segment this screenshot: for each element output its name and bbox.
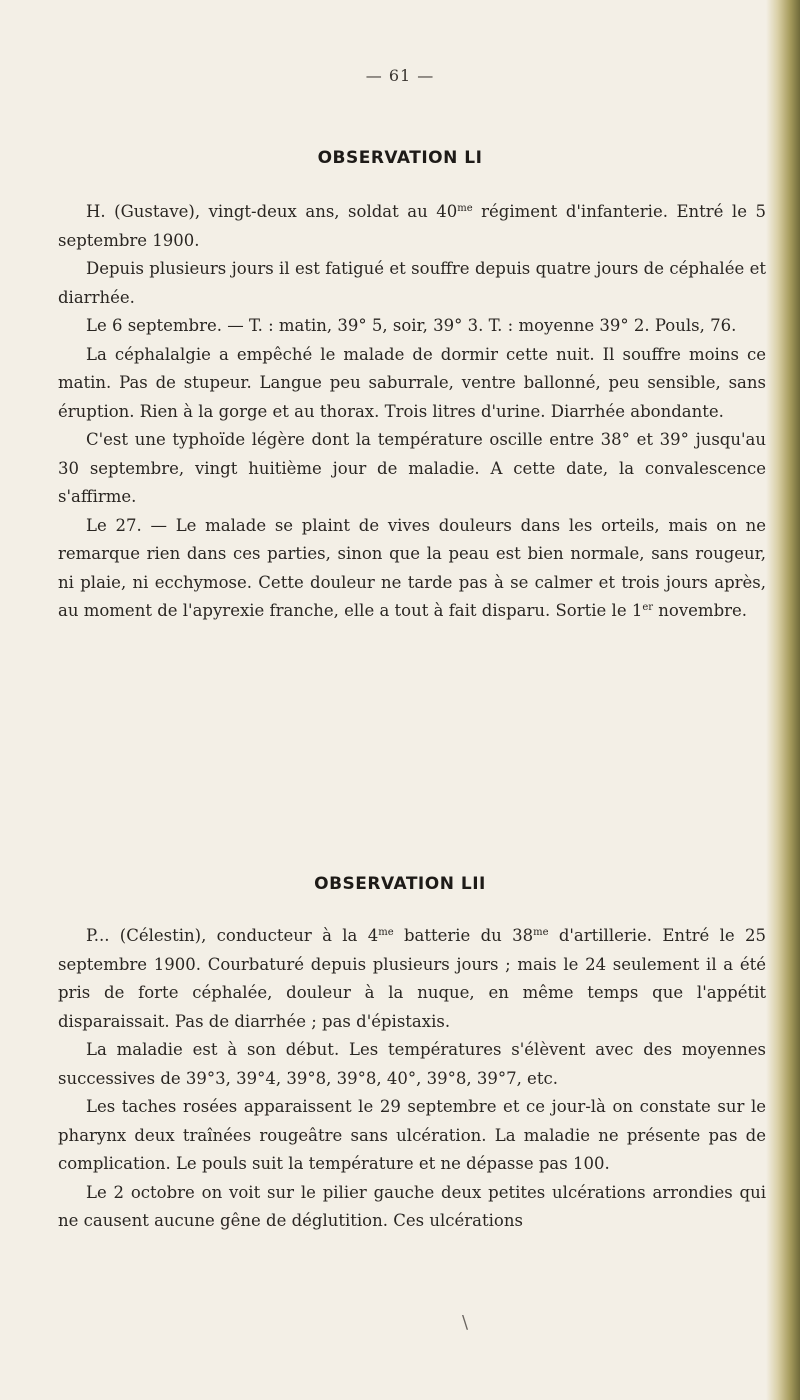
paragraph: Le 2 octobre on voit sur le pilier gauche deux petites ulcérations arrondies qui ne causent aucune gêne de déglutition. Ces ulcérations: [58, 1182, 766, 1230]
page-number: — 61 —: [365, 66, 435, 85]
paragraph: Le 27. — Le malade se plaint de vives douleurs dans les orteils, mais on ne remarque rien dans ces parties, sinon que la peau est bien normale, sans rougeur, ni plaie, ni ecchymose. Cette douleur ne tarde pas à se calmer et trois jours après, au moment de l'apyrexie franche, elle a tout à fait disparu. Sortie le 1er novembre.: [58, 515, 766, 620]
paragraph: C'est une typhoïde légère dont la température oscille entre 38° et 39° jusqu'au 30 septembre, vingt huitième jour de maladie. A cette date, la convalescence s'affirme.: [58, 430, 766, 506]
paragraph: La maladie est à son début. Les températures s'élèvent avec des moyennes successives de 39°3, 39°4, 39°8, 39°8, 40°, 39°8, 39°7, etc.: [58, 1040, 766, 1088]
paragraph: Depuis plusieurs jours il est fatigué et souffre depuis quatre jours de céphalée et diarrhée.: [58, 259, 766, 307]
paragraph: H. (Gustave), vingt-deux ans, soldat au $40^{me}$ régiment d'infanterie. Entré le 5 septembre 1900.: [58, 202, 766, 250]
observation-title-51: OBSERVATION LI: [317, 148, 483, 168]
paragraph: Le 6 septembre. — T. : matin, 39° 5, soir, 39° 3. T. : moyenne 39° 2. Pouls, 76.: [86, 316, 737, 335]
paragraph: La céphalalgie a empêché le malade de dormir cette nuit. Il souffre moins ce matin. Pas de stupeur. Langue peu saburrale, ventre ballonné, peu sensible, sans éruption. Rien à la gorge et au thorax. Trois litres d'urine. Diarrhée abondante.: [58, 344, 766, 421]
observation-body-51: [58, 198, 766, 626]
observation-body-52: [58, 922, 766, 1236]
observation-title-52: OBSERVATION LII: [314, 874, 486, 894]
paragraph: P... (Célestin), conducteur à la $4^{me}$ batterie du $38^{me}$ d'artillerie. Entré le 25 septembre 1900. Courbaturé depuis plusieurs jours ; mais le 24 seulement il a été pris de forte céphalée, douleur à la nuque, en même temps que l'appétit disparaissait. Pas de diarrhée ; pas d'épistaxis.: [58, 926, 766, 1031]
paragraph: Les taches rosées apparaissent le 29 septembre et ce jour-là on constate sur le pharynx deux traînées rougeâtre sans ulcération. La maladie ne présente pas de complication. Le pouls suit la température et ne dépasse pas 100.: [58, 1097, 766, 1173]
stray-mark: \: [462, 1312, 469, 1333]
page-edge-shadow: [766, 0, 800, 1400]
